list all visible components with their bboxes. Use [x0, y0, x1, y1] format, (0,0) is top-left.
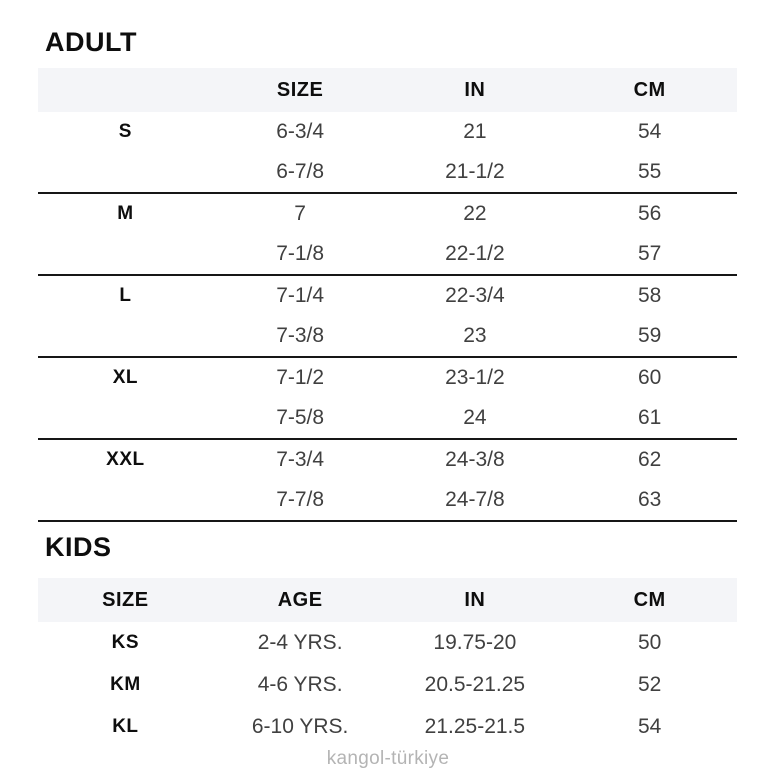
- inches-value: 23-1/2: [445, 366, 505, 389]
- inches-value: 22: [463, 202, 487, 225]
- adult-size-table: [38, 68, 737, 522]
- table-row: [38, 706, 737, 748]
- hat-size-value: 6-7/8: [276, 160, 325, 183]
- table-row: [38, 398, 737, 438]
- size-label: KM: [110, 674, 141, 695]
- table-row: [38, 194, 737, 234]
- size-group-xl: [38, 358, 737, 440]
- inches-value: 24: [463, 406, 487, 429]
- size-label: S: [118, 121, 132, 142]
- size-label: M: [117, 203, 134, 224]
- hat-size-value: 7-1/8: [276, 242, 325, 265]
- inches-value: 23: [463, 324, 487, 347]
- adult-table-header-row: [38, 68, 737, 112]
- cm-value: 63: [637, 488, 662, 511]
- table-row: [38, 440, 737, 480]
- age-value: 4-6 YRS.: [257, 673, 343, 696]
- table-row: [38, 358, 737, 398]
- inches-value: 22-1/2: [445, 242, 505, 265]
- adult-col-header-size: SIZE: [276, 78, 324, 101]
- inches-value: 21: [463, 120, 487, 143]
- cm-value: 57: [637, 242, 662, 265]
- adult-col-header-in: IN: [464, 78, 486, 101]
- size-label: XL: [112, 367, 139, 388]
- table-row: [38, 480, 737, 520]
- hat-size-value: 7: [294, 202, 306, 225]
- kids-section-title: KIDS: [45, 532, 112, 562]
- inches-value: 19.75-20: [433, 631, 517, 654]
- size-label: KL: [112, 716, 139, 737]
- table-row: [38, 234, 737, 274]
- adult-col-header-cm: CM: [633, 78, 666, 101]
- size-group-m: [38, 194, 737, 276]
- hat-size-value: 7-1/4: [276, 284, 325, 307]
- kids-col-header-age: AGE: [277, 588, 323, 611]
- hat-size-value: 7-5/8: [276, 406, 325, 429]
- cm-value: 56: [637, 202, 662, 225]
- kids-col-header-size: SIZE: [102, 588, 149, 611]
- hat-size-value: 6-3/4: [276, 120, 325, 143]
- hat-size-value: 7-1/2: [276, 366, 325, 389]
- cm-value: 55: [637, 160, 662, 183]
- inches-value: 20.5-21.25: [424, 673, 526, 696]
- inches-value: 24-7/8: [445, 488, 505, 511]
- size-label: KS: [111, 632, 140, 653]
- watermark-footer: kangol-türkiye: [326, 748, 450, 769]
- adult-section-title: ADULT: [45, 27, 137, 57]
- cm-value: 54: [637, 120, 662, 143]
- kids-col-header-cm: CM: [633, 588, 666, 611]
- cm-value: 54: [637, 715, 662, 738]
- inches-value: 24-3/8: [445, 448, 505, 471]
- size-group-s: [38, 112, 737, 194]
- table-row: [38, 276, 737, 316]
- age-value: 6-10 YRS.: [251, 715, 349, 738]
- inches-value: 21-1/2: [445, 160, 505, 183]
- inches-value: 22-3/4: [445, 284, 505, 307]
- kids-table-header-row: [38, 578, 737, 622]
- hat-size-value: 7-3/8: [276, 324, 325, 347]
- cm-value: 60: [637, 366, 662, 389]
- cm-value: 50: [637, 631, 662, 654]
- kids-size-table: [38, 578, 737, 748]
- cm-value: 62: [637, 448, 662, 471]
- size-group-xxl: [38, 440, 737, 522]
- table-row: [38, 664, 737, 706]
- table-row: [38, 622, 737, 664]
- cm-value: 52: [637, 673, 662, 696]
- size-label: XXL: [106, 449, 145, 470]
- cm-value: 61: [637, 406, 662, 429]
- size-group-l: [38, 276, 737, 358]
- inches-value: 21.25-21.5: [424, 715, 526, 738]
- table-row: [38, 152, 737, 192]
- age-value: 2-4 YRS.: [257, 631, 343, 654]
- kids-col-header-in: IN: [464, 588, 486, 611]
- table-row: [38, 316, 737, 356]
- cm-value: 58: [637, 284, 662, 307]
- hat-size-value: 7-3/4: [276, 448, 325, 471]
- table-row: [38, 112, 737, 152]
- cm-value: 59: [637, 324, 662, 347]
- size-label: L: [119, 285, 132, 306]
- hat-size-value: 7-7/8: [276, 488, 325, 511]
